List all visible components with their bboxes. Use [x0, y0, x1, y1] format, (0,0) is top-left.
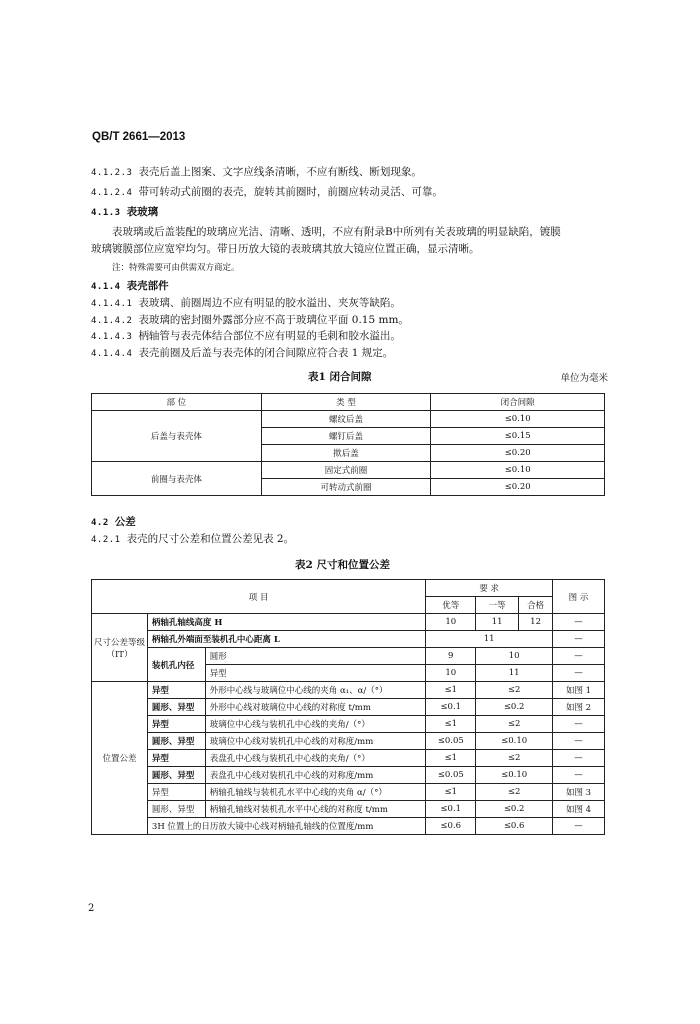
clause-number: 4.1.2.4	[91, 188, 133, 198]
value-cell: ≤0.6	[426, 818, 476, 835]
figure-cell: —	[553, 733, 605, 750]
table-row	[92, 716, 605, 733]
value-cell: ≤1	[426, 750, 476, 767]
table-row	[92, 750, 605, 767]
value-cell: 10	[426, 665, 476, 682]
clause-text: 表壳的尺寸公差和位置公差见表 2。	[126, 533, 295, 545]
heading-4-2	[91, 515, 136, 530]
gap-cell: ≤0.20	[431, 479, 605, 496]
clause-4-1-2-4	[91, 185, 443, 200]
gap-cell: ≤0.20	[431, 445, 605, 462]
subitem-cell: 异型	[205, 665, 425, 682]
grade-header: 合格	[519, 597, 553, 614]
table1	[91, 393, 605, 496]
figure-cell: —	[553, 614, 605, 631]
table-row	[92, 733, 605, 750]
table-row	[92, 682, 605, 699]
value-cell: ≤2	[476, 784, 553, 801]
clause-text: 带可转动式前圈的表壳，旋转其前圈时，前圈应转动灵活、可靠。	[138, 186, 443, 198]
table-row	[92, 818, 605, 835]
clause-number: 4.1.3	[91, 208, 121, 218]
figure-cell: —	[553, 716, 605, 733]
type-cell: 固定式前圈	[261, 462, 431, 479]
table-row	[92, 767, 605, 784]
item-cell: 外形中心线与玻璃位中心线的夹角 α₁、α/（°）	[205, 682, 425, 699]
figure-cell: 如图 1	[553, 682, 605, 699]
table1-caption: 表1 闭合间隙	[308, 371, 372, 383]
type-cell: 圆形、异型	[147, 767, 205, 784]
value-cell: ≤0.05	[426, 767, 476, 784]
value-cell: ≤0.10	[476, 767, 553, 784]
item-cell: 外形中心线对玻璃位中心线的对称度 t/mm	[205, 699, 425, 716]
clause-number: 4.2	[91, 518, 109, 528]
table2-caption: 表2 尺寸和位置公差	[295, 559, 390, 571]
type-cell: 揿后盖	[261, 445, 431, 462]
gap-cell: ≤0.10	[431, 411, 605, 428]
header-cell: 类 型	[261, 394, 431, 411]
item-cell: 柄轴孔轴线高度 H	[147, 614, 425, 631]
clause-text: 表壳前圈及后盖与表壳体的闭合间隙应符合表 1 规定。	[138, 347, 394, 359]
table-row	[92, 648, 605, 665]
value-cell: ≤2	[476, 750, 553, 767]
item-cell: 柄轴孔轴线与装机孔水平中心线的夹角 α/（°）	[205, 784, 425, 801]
clause-number: 4.1.4.3	[91, 332, 133, 342]
part-cell: 后盖与表壳体	[92, 411, 262, 462]
clause-text: 表玻璃、前圈周边不应有明显的胶水溢出、夹灰等缺陷。	[138, 297, 401, 309]
clause-4-1-2-3	[91, 165, 422, 180]
value-cell: ≤1	[426, 716, 476, 733]
group-cell: 位置公差	[92, 682, 148, 835]
type-cell: 圆形、异型	[147, 699, 205, 716]
table-row	[92, 631, 605, 648]
type-cell: 螺纹后盖	[261, 411, 431, 428]
figure-cell: 如图 4	[553, 801, 605, 818]
table-row	[92, 614, 605, 631]
requirement-header: 要 求	[426, 580, 553, 597]
item-cell: 表盘孔中心线与装机孔中心线的夹角/（°）	[205, 750, 425, 767]
clause-text: 表壳后盖上图案、文字应线条清晰，不应有断线、断划现象。	[138, 166, 422, 178]
heading-text: 表壳部件	[126, 280, 169, 292]
value-cell: ≤0.2	[476, 699, 553, 716]
grade-header: 一等	[476, 597, 519, 614]
value-cell: 12	[519, 614, 553, 631]
value-cell: 11	[476, 614, 519, 631]
clause-4-1-4-4	[91, 346, 393, 361]
type-cell: 异型	[147, 784, 205, 801]
table-row	[92, 699, 605, 716]
paragraph-line: 表玻璃或后盖装配的玻璃应光洁、清晰、透明，不应有附录B中所列有关表玻璃的明显缺陷，镀膜	[112, 226, 561, 238]
group-cell: 尺寸公差等级（IT）	[92, 614, 148, 682]
type-cell: 异型	[147, 682, 205, 699]
figure-cell: 如图 3	[553, 784, 605, 801]
part-cell: 前圈与表壳体	[92, 462, 262, 496]
header-cell: 闭合间隙	[431, 394, 605, 411]
note-line: 注：特殊需要可由供需双方商定。	[112, 263, 240, 273]
table-row	[92, 784, 605, 801]
table2	[91, 579, 605, 835]
type-cell: 异型	[147, 750, 205, 767]
item-cell: 玻璃位中心线与装机孔中心线的夹角/（°）	[205, 716, 425, 733]
page-number: 2	[88, 903, 95, 914]
clause-text: 柄轴管与表壳体结合部位不应有明显的毛刺和胶水溢出。	[138, 330, 401, 342]
value-cell: 11	[476, 665, 553, 682]
clause-number: 4.1.4.4	[91, 349, 133, 359]
value-cell: 10	[476, 648, 553, 665]
type-cell: 可转动式前圈	[261, 479, 431, 496]
value-cell: ≤0.2	[476, 801, 553, 818]
figure-cell: —	[553, 631, 605, 648]
figure-cell: —	[553, 648, 605, 665]
value-cell: ≤0.1	[426, 699, 476, 716]
value-cell: ≤0.10	[476, 733, 553, 750]
clause-4-1-4-3	[91, 329, 401, 344]
clause-number: 4.2.1	[91, 535, 121, 545]
table-row	[92, 411, 605, 428]
heading-4-1-4	[91, 279, 169, 294]
clause-4-1-4-2	[91, 313, 409, 328]
heading-text: 公差	[114, 516, 136, 528]
grade-header: 优等	[426, 597, 476, 614]
figure-header: 图 示	[553, 580, 605, 614]
type-cell: 圆形、异型	[147, 733, 205, 750]
clause-4-1-4-1	[91, 296, 401, 311]
value-cell: ≤1	[426, 682, 476, 699]
paragraph-line: 玻璃镀膜部位应宽窄均匀。带日历放大镜的表玻璃其放大镜应位置正确，显示清晰。	[91, 243, 480, 255]
table-header-row	[92, 580, 605, 597]
figure-cell: —	[553, 818, 605, 835]
header-cell: 部 位	[92, 394, 262, 411]
figure-cell: —	[553, 665, 605, 682]
figure-cell: —	[553, 767, 605, 784]
gap-cell: ≤0.15	[431, 428, 605, 445]
value-cell: ≤2	[476, 682, 553, 699]
clause-number: 4.1.4.2	[91, 316, 133, 326]
value-cell: 10	[426, 614, 476, 631]
clause-number: 4.1.2.3	[91, 168, 133, 178]
item-cell: 玻璃位中心线对装机孔中心线的对称度/mm	[205, 733, 425, 750]
figure-cell: 如图 2	[553, 699, 605, 716]
table-header-row	[92, 394, 605, 411]
clause-4-2-1	[91, 532, 294, 547]
type-cell: 螺钉后盖	[261, 428, 431, 445]
type-cell: 圆形、异型	[147, 801, 205, 818]
gap-cell: ≤0.10	[431, 462, 605, 479]
clause-number: 4.1.4	[91, 282, 121, 292]
item-cell: 柄轴孔外端面至装机孔中心距离 L	[147, 631, 425, 648]
value-cell: ≤0.6	[476, 818, 553, 835]
clause-text: 表玻璃的密封圈外露部分应不高于玻璃位平面 0.15 mm。	[138, 314, 409, 326]
item-cell: 装机孔内径	[147, 648, 205, 682]
figure-cell: —	[553, 750, 605, 767]
item-cell: 表盘孔中心线对装机孔中心线的对称度/mm	[205, 767, 425, 784]
item-header: 项 目	[92, 580, 426, 614]
table-row	[92, 801, 605, 818]
table1-unit: 单位为毫米	[560, 373, 608, 384]
value-cell: 11	[426, 631, 553, 648]
value-cell: ≤0.05	[426, 733, 476, 750]
subitem-cell: 圆形	[205, 648, 425, 665]
type-cell: 异型	[147, 716, 205, 733]
value-cell: ≤2	[476, 716, 553, 733]
value-cell: ≤1	[426, 784, 476, 801]
standard-id: QB/T 2661—2013	[92, 131, 186, 143]
item-cell: 3H 位置上的日历放大镜中心线对柄轴孔轴线的位置度/mm	[147, 818, 425, 835]
value-cell: 9	[426, 648, 476, 665]
item-cell: 柄轴孔轴线对装机孔水平中心线的对称度 t/mm	[205, 801, 425, 818]
table-row	[92, 462, 605, 479]
clause-number: 4.1.4.1	[91, 299, 133, 309]
heading-4-1-3	[91, 205, 158, 220]
heading-text: 表玻璃	[126, 206, 159, 218]
value-cell: ≤0.1	[426, 801, 476, 818]
